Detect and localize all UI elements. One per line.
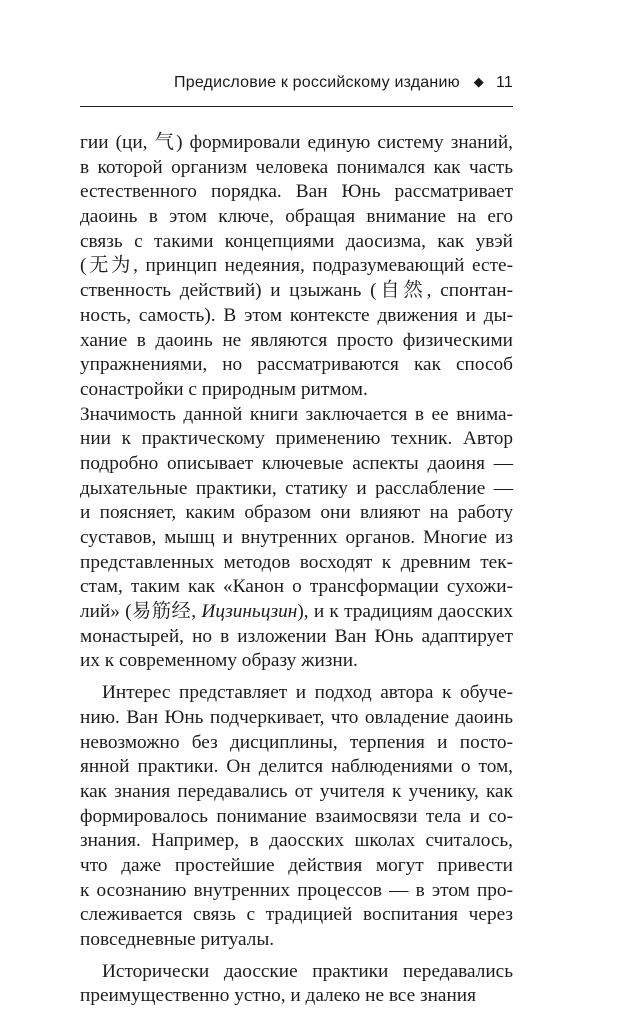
text-line: слеживается связь с традицией воспитания через (80, 904, 513, 926)
text-line: ственность действий) и цзыжань (自然, спонтан- (80, 280, 513, 302)
text-line: что даже простейшие действия могут привести (80, 854, 513, 876)
text-line: и поясняет, каким образом они влияют на работу (80, 502, 513, 524)
text-line: янной практики. Он делится наблюдениями о том, (80, 756, 513, 778)
text-line: нию. Ван Юнь подчеркивает, что овладение даоинь (80, 706, 513, 728)
paragraph-gap (80, 674, 513, 681)
paragraph (80, 681, 513, 953)
header-rule (80, 106, 513, 107)
text-line: в которой организм человека понимался как часть (80, 156, 513, 178)
text-line: ность, самость). В этом контексте движения и ды- (80, 304, 513, 326)
text-line: суставов, мышц и внутренних органов. Многие из (80, 527, 513, 548)
paragraph (80, 960, 513, 1009)
text-line: лий» (易筋经, Ицзиньцзин), и к традициям даосских (80, 601, 513, 623)
text-line: знания. Например, в даосских школах считалось, (80, 830, 513, 852)
paragraph-gap (80, 953, 513, 960)
text-line: невозможно без дисциплины, терпения и посто- (80, 731, 513, 753)
running-header (80, 74, 513, 104)
text-line: как знания передавались от учителя к ученику, как (80, 780, 513, 802)
text-line: Интерес представляет и подход автора к обуче- (102, 682, 513, 704)
text-line: Значимость данной книги заключается в ее внима- (80, 403, 513, 425)
text-line: гии (ци, 气) формировали единую систему знаний, (80, 132, 513, 153)
paragraph (80, 403, 513, 675)
text-line: к осознанию внутренних процессов — в этом про- (80, 879, 513, 901)
text-line: упражнениями, но рассматриваются как способ (80, 354, 513, 376)
text-line: (无为, принцип недеяния, подразумевающий есте- (80, 255, 513, 277)
text-line: представленных методов восходят к древним тек- (80, 551, 513, 573)
text-line: стам, таким как «Канон о трансформации сухожи- (80, 576, 513, 598)
text-line: их к современному образу жизни. (80, 650, 358, 672)
text-line: сонастройки с природным ритмом. (80, 378, 368, 400)
text-line: формировалось понимание взаимосвязи тела и со- (80, 805, 513, 827)
text-line: хание в даоинь не являются просто физическими (80, 329, 513, 351)
text-line: даоинь в этом ключе, обращая внимание на его (80, 206, 513, 228)
text-line: нии к практическому применению техник. Автор (80, 428, 513, 450)
text-line: повседневные ритуалы. (80, 929, 275, 950)
paragraph (80, 131, 513, 403)
text-line: естественного порядка. Ван Юнь рассматривает (80, 181, 513, 203)
italic-title: Ицзиньцзин (201, 601, 298, 623)
text-line: связь с такими концепциями даосизма, как увэй (80, 230, 513, 252)
text-line: подробно описывает ключевые аспекты даоиня — (80, 452, 513, 474)
text-line: монастырей, но в изложении Ван Юнь адаптирует (80, 625, 513, 647)
body-text (80, 131, 513, 1009)
page-number: 11 (495, 74, 513, 91)
text-line: дыхательные практики, статику и расслабление — (80, 477, 513, 499)
diamond-separator-icon: ◆ (473, 74, 484, 89)
text-line: преимущественно устно, и далеко не все знания (80, 985, 476, 1007)
running-title: Предисловие к российскому изданию (174, 74, 460, 91)
text-line: Исторически даосские практики передавались (102, 960, 513, 982)
